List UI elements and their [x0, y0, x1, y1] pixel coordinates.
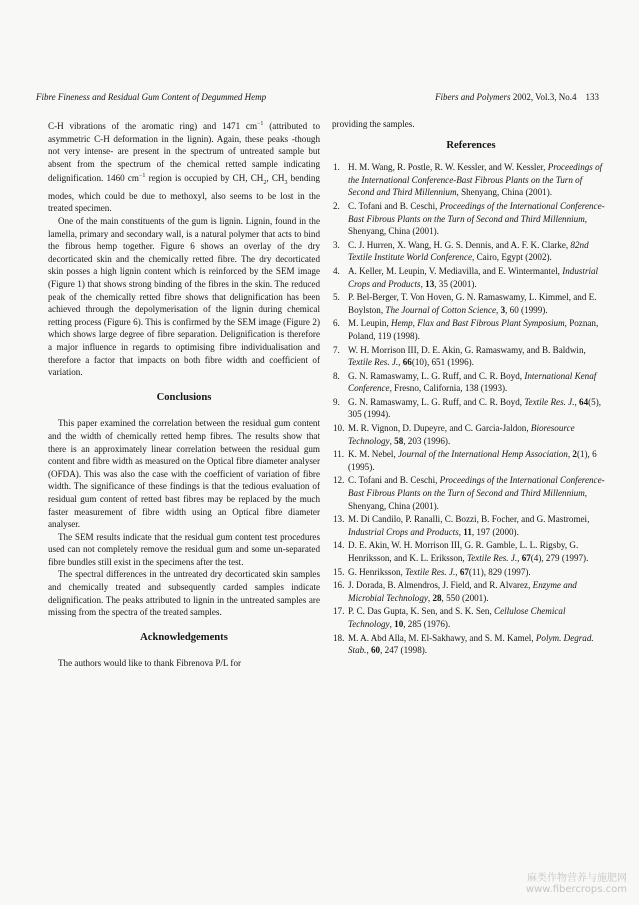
- reference-authors: C. J. Hurren, X. Wang, H. G. S. Dennis, and A. F. K. Clarke,: [348, 239, 571, 250]
- reference-source: Proceedings of the International Conference-Bast Fibrous Plants on the Turn of Second and Third Millennium: [348, 162, 603, 198]
- reference-sep: ,: [398, 357, 403, 368]
- reference-sep: ,: [496, 304, 501, 315]
- reference-item: [332, 539, 610, 564]
- reference-pages: , 203 (1996).: [403, 435, 451, 446]
- reference-volume: 3: [500, 304, 506, 315]
- reference-pages: , 60 (1999).: [505, 304, 548, 315]
- reference-item: [332, 396, 610, 421]
- reference-sep: ,: [366, 645, 371, 656]
- reference-number: 14.: [333, 540, 345, 551]
- conclusions-heading: Conclusions: [156, 391, 212, 403]
- reference-authors: M. R. Vignon, D. Dupeyre, and C. Garcia-Jaldon,: [348, 423, 531, 434]
- ftir-paragraph: C-H vibrations of the aromatic ring) and 1471 $cm^{-1}$ (attributed to asymmetric C-H deformation in the lignin). Again, these peaks -though not very intense- are present in the spectrum of untreated sample but absent from the spectrum of the chemical retted sample indicating delignification. 1460 $cm^{-1}$ region is occupied by CH, $CH_2$, $CH_3$ bending modes, which could be due to methoxyl, also seems to be lost in the treated specimen.: [48, 121, 320, 214]
- reference-volume: 13: [425, 278, 435, 289]
- reference-item: [332, 239, 610, 264]
- reference-number: 6.: [333, 318, 340, 329]
- reference-number: 2.: [333, 200, 340, 211]
- reference-authors: W. H. Morrison III, D. E. Akin, G. Ramaswamy, and B. Baldwin,: [348, 344, 586, 355]
- reference-item: [332, 265, 610, 290]
- reference-sep: ,: [517, 553, 522, 563]
- reference-sep: , Poznan, Poland, 119 (1998).: [348, 318, 599, 341]
- reference-item: [332, 370, 610, 395]
- reference-source: Enzyme and Microbial Technology: [348, 580, 577, 603]
- acknowledgements-heading: Acknowledgements: [140, 631, 228, 643]
- reference-authors: P. Bel-Berger, T. Von Hoven, G. N. Ramaswamy, L. Kimmel, and E. Boylston,: [348, 292, 597, 315]
- reference-list: [332, 161, 610, 657]
- reference-pages: (11), 829 (1997).: [468, 566, 531, 577]
- reference-item: [332, 161, 610, 199]
- reference-authors: G. Henriksson,: [348, 566, 406, 577]
- reference-pages: , 550 (2001).: [441, 592, 489, 603]
- reference-authors: A. Keller, M. Leupin, V. Mediavilla, and E. Wintermantel,: [348, 265, 563, 276]
- reference-source: Proceedings of the International Conference-Bast Fibrous Plants on the Turn of Second and Third Millennium: [348, 475, 605, 499]
- reference-source: Textile Res. J.: [405, 566, 456, 577]
- reference-sep: , Cairo, Egypt (2002).: [472, 252, 552, 263]
- acknowledgements-continued: providing the samples.: [332, 119, 415, 129]
- reference-item: [332, 448, 610, 473]
- conclusions-paragraph-2: The SEM results indicate that the residual gum content test procedures used can not completely remove the residual gum and some un-separated fibre bundles still exist in the specimens after the test.: [48, 531, 320, 567]
- running-header: [36, 92, 599, 102]
- reference-source: Cellulose Chemical Technology: [348, 606, 566, 629]
- reference-number: 11.: [333, 449, 345, 460]
- reference-source: Textile Res. J.: [348, 357, 399, 368]
- conclusions-paragraph-1: This paper examined the correlation between the residual gum content and the width of chemically retted hemp fibres. The results show that there is an approximately linear correlation between the residual gum content and fibre width as measured on the Optical fibre diameter analyser (OFDA). This was also the case with the coefficient of variation of fibre width. The significance of these findings is that the tedious evaluation of residual gum content of retted bast fibres may be replaced by the much faster measurement of fibre width using an Optical fibre diameter analyser.: [48, 418, 320, 530]
- reference-source: Textile Res. J.: [524, 396, 575, 407]
- reference-sep: ,: [458, 526, 464, 537]
- reference-pages: , 35 (2001).: [434, 278, 477, 289]
- reference-number: 18.: [333, 632, 345, 643]
- reference-source: The Journal of Cotton Science: [385, 304, 497, 315]
- reference-volume: 58: [394, 435, 404, 446]
- reference-source: Textile Res. J.: [466, 553, 518, 563]
- reference-authors: C. Tofani and B. Ceschi,: [348, 475, 440, 486]
- running-title: Fibre Fineness and Residual Gum Content of Degummed Hemp: [36, 92, 267, 102]
- reference-source: 82nd Textile Institute World Conference: [348, 239, 589, 263]
- watermark: [526, 873, 627, 895]
- reference-authors: C. Tofani and B. Ceschi,: [348, 200, 440, 211]
- right-column: [332, 118, 610, 658]
- reference-volume: 67: [459, 566, 469, 577]
- reference-pages: , 197 (2000).: [471, 526, 519, 537]
- reference-item: [332, 344, 610, 369]
- reference-number: 13.: [333, 514, 345, 525]
- reference-authors: M. Leupin,: [348, 318, 391, 329]
- reference-sep: ,: [420, 278, 426, 289]
- reference-authors: P. C. Das Gupta, K. Sen, and S. K. Sen,: [348, 606, 495, 617]
- reference-source: International Kenaf Conference: [348, 370, 597, 394]
- journal-name: Fibers and Polymers: [435, 92, 511, 102]
- reference-volume: 2: [572, 449, 577, 460]
- reference-sep: ,: [389, 435, 395, 446]
- reference-sep: ,: [389, 618, 395, 629]
- reference-volume: 66: [402, 357, 412, 368]
- reference-number: 17.: [333, 606, 345, 617]
- reference-authors: H. M. Wang, R. Postle, R. W. Kessler, and W. Kessler,: [348, 162, 548, 173]
- reference-item: [332, 632, 610, 657]
- reference-item: [332, 605, 610, 630]
- reference-sep: , Shenyang, China (2001).: [348, 213, 588, 237]
- reference-number: 8.: [333, 370, 340, 381]
- reference-authors: J. Dorada, B. Almendros, J. Field, and R. Alvarez,: [348, 580, 533, 591]
- reference-authors: G. N. Ramaswamy, L. G. Ruff, and C. R. Boyd,: [348, 370, 525, 381]
- references-heading: References: [446, 139, 496, 151]
- reference-volume: 64: [579, 396, 589, 407]
- journal-info: [435, 92, 599, 102]
- reference-number: 10.: [333, 423, 345, 434]
- reference-number: 16.: [333, 580, 345, 591]
- reference-sep: ,: [455, 566, 460, 577]
- reference-pages: (5), 305 (1994).: [348, 396, 602, 420]
- reference-number: 7.: [333, 344, 340, 355]
- reference-volume: 10: [394, 618, 404, 629]
- reference-number: 9.: [333, 396, 340, 407]
- reference-source: Industrial Crops and Products: [348, 265, 599, 289]
- reference-source: Industrial Crops and Products: [348, 526, 459, 537]
- reference-item: [332, 579, 610, 604]
- page-number: 133: [585, 92, 599, 102]
- reference-number: 5.: [333, 292, 340, 303]
- reference-source: Polym. Degrad. Stab.: [348, 632, 594, 656]
- reference-pages: (10), 651 (1996).: [411, 357, 474, 368]
- reference-authors: M. Di Candilo, P. Ranalli, C. Bozzi, B. Focher, and G. Mastromei,: [348, 514, 590, 525]
- lignin-paragraph: One of the main constituents of the gum is lignin. Lignin, found in the lamella, primary and secondary wall, is a natural polymer that acts to bind the fibrous hemp together. Figure 6 shows an overlay of the dry decorticated skin and the chemically retted fibre. The dry decorticated skin posses a high lignin content which is reinforced by the SEM image (Figure 1) that shows strong binding of the fibres in the skin. The reduced peak of the chemically retted fibre shows that delignification has been achieved through the depolymerisation of the lignin during chemical retting process (Figure 6). This is confirmed by the SEM image (Figure 2) which shows large degree of fibre separation. Delignification is therefore a major influence in regards to optimising fibre individualisation and therefore a factor that impacts on both fibre width and coefficient of variation.: [48, 216, 320, 378]
- reference-source: Hemp, Flax and Bast Fibrous Plant Symposium: [390, 318, 565, 329]
- reference-number: 12.: [333, 475, 345, 486]
- reference-item: [332, 291, 610, 316]
- reference-authors: G. N. Ramaswamy, L. G. Ruff, and C. R. Boyd,: [348, 396, 525, 407]
- reference-pages: (1), 6 (1995).: [348, 449, 597, 472]
- reference-sep: , Shenyang, China (2001).: [348, 488, 588, 511]
- watermark-url: www.fibercrops.com: [525, 884, 627, 895]
- reference-sep: , Shenyang, China (2001).: [456, 187, 553, 198]
- reference-item: [332, 200, 610, 238]
- journal-issue: 2002, Vol.3, No.4: [512, 92, 577, 102]
- watermark-site-name: 麻类作物营养与施肥网: [527, 873, 627, 884]
- reference-source: Journal of the International Hemp Association: [398, 449, 568, 460]
- acknowledgements-text: The authors would like to thank Fibrenova P/L for: [58, 658, 242, 669]
- reference-number: 3.: [333, 239, 340, 250]
- reference-item: [332, 566, 610, 579]
- reference-number: 4.: [333, 265, 340, 276]
- reference-volume: 60: [371, 645, 381, 656]
- reference-pages: , 247 (1998).: [380, 645, 428, 656]
- reference-pages: , 285 (1976).: [403, 618, 451, 629]
- reference-number: 15.: [333, 566, 345, 577]
- reference-pages: (4), 279 (1997).: [530, 553, 589, 563]
- reference-sep: , Fresno, California, 138 (1993).: [389, 383, 508, 394]
- reference-authors: D. E. Akin, W. H. Morrison III, G. R. Gamble, L. L. Rigsby, G. Henriksson, and K. L. Eriksson,: [348, 540, 579, 563]
- reference-source: Proceedings of the International Conference-Bast Fibrous Plants on the Turn of Second and Third Millennium: [348, 200, 605, 224]
- reference-sep: ,: [567, 449, 573, 460]
- reference-sep: ,: [427, 592, 433, 603]
- reference-item: [332, 422, 610, 447]
- reference-source: Bioresource Technology: [348, 423, 575, 446]
- reference-item: [332, 474, 610, 512]
- reference-sep: ,: [574, 396, 580, 407]
- conclusions-paragraph-3: The spectral differences in the untreated dry decorticated skin samples and chemically treated and subsequently carded samples indicate delignification. The peaks attributed to lignin in the untreated samples are missing from the spectra of the treated samples.: [48, 569, 320, 618]
- reference-authors: M. A. Abd Alla, M. El-Sakhawy, and S. M. Kamel,: [348, 632, 536, 643]
- reference-authors: K. M. Nebel,: [348, 449, 399, 460]
- reference-number: 1.: [333, 162, 340, 173]
- left-column: [48, 118, 320, 670]
- reference-volume: 67: [521, 553, 531, 563]
- reference-volume: 11: [463, 526, 472, 537]
- reference-volume: 28: [432, 592, 442, 603]
- reference-item: [332, 317, 610, 342]
- reference-item: [332, 513, 610, 538]
